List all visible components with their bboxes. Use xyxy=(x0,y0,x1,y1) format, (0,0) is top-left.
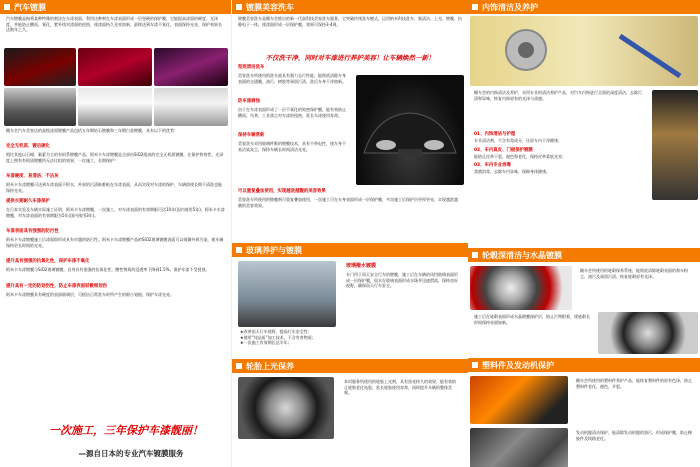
benefit-item xyxy=(0,282,231,307)
car-photo xyxy=(78,88,152,126)
intro-text: 汽车镀膜是指将某种特殊的剂涂在车漆表面，利用这种剂在车漆表面形成一层坚硬的保护膜，它能提高漆面的硬度、光泽度，并能防止酸雨、氧化、紫外线对漆面的侵蚀，使漆面持久光亮如新，最终达到车漆不氧化、表面保持光亮、保护效果长达数年之久。 xyxy=(6,16,222,33)
column-interior xyxy=(468,0,700,467)
interior-photo xyxy=(470,16,698,86)
black-car-photo xyxy=(356,75,464,185)
wash-features xyxy=(232,63,468,243)
section-header-wash xyxy=(232,0,468,14)
glass-bullet: ★使用“纯品质”加工技术，不含有害物质； xyxy=(240,334,316,340)
section-title: 轮毂深清洁与水晶镀膜 xyxy=(482,250,562,260)
lead-text: 概车会汽车美容店的高级漆面镀膜产品包括五年期钻石镀膜和三年期白金镀膜，具有以下的优势： xyxy=(6,128,178,133)
column-wash xyxy=(232,0,468,467)
section-header-plastic xyxy=(468,358,700,372)
wheel-section xyxy=(232,373,468,443)
feature-text: 美容洗车采用玻璃纤维的镀膜技术，具有不带电性，使车身不易沾染灰尘，保持车辆长时间清洁光亮。 xyxy=(238,141,346,152)
plastic-section xyxy=(468,372,700,467)
benefit-title: 提升具有一定的防划伤性，防止车漆表面轻微细划伤 xyxy=(6,284,107,289)
square-bullet-icon xyxy=(4,4,10,10)
feature-title: 彻底清洁洗车 xyxy=(238,65,265,70)
feature-text: 美容洗车所使用的洗车液具有强力去污性能，能彻底清除车身表面的交通膜、油污、树胶等顽固污渍，洗后车身干净如新。 xyxy=(238,73,346,84)
benefit-title: 提供长期耐久车漆保护 xyxy=(6,199,50,204)
interior-list xyxy=(468,130,648,177)
section-title: 玻璃养护与镀膜 xyxy=(246,245,302,255)
interior-item-title: 02、车内真皮、门板保护镀膜 xyxy=(474,147,533,153)
interior-item-title: 01、内饰清洁与护理 xyxy=(474,132,516,137)
benefit-item xyxy=(0,227,231,257)
car-silhouette-icon xyxy=(356,75,464,185)
rim-photo xyxy=(598,312,698,354)
benefit-text: 在日本实验及车辆实际施工证明，阿米卡车漆镀膜，一次施工，对车漆表面的有效期限可达10年(国内使用5年)。阿米卡车漆镀膜，对车漆表面的有效期限为5年(国内使用3年)。 xyxy=(6,207,225,218)
glass-section xyxy=(232,257,468,359)
square-bullet-icon xyxy=(236,363,242,369)
wash-slogan: 不仅洗干净，同时对车漆进行养护美容！让车辆焕然一新！ xyxy=(265,54,435,62)
glass-sub-title: 玻璃撥水镀膜 xyxy=(346,263,377,269)
benefit-text: 相比其他以石蜡、氟素为主的有机系镀膜产品，阿米卡车漆镀膜是全部由SiO2组成的完全无机质镀膜，在保护持效性、光泽度上拥有有机质镀膜所无法比拟的效果，一次施工，长期保护！ xyxy=(6,152,224,163)
benefit-text: 阿米卡车漆镀膜施工后漆面即形成具有卓越的防污性。阿米卡车漆镀膜产品的SiO2玻璃镀膜表面可以抵御外界污染，使车辆保持更长时间的光亮。 xyxy=(6,237,224,248)
benefit-title: 完全无机质、镀后硬化 xyxy=(6,144,50,149)
car-photo xyxy=(4,88,76,126)
benefit-list xyxy=(0,142,231,307)
car-photo-grid xyxy=(4,48,227,126)
glass-bullet: ★改善雨天行车视野，提高行车安全性； xyxy=(240,329,312,334)
section-header-interior xyxy=(468,0,700,14)
section-title: 塑料件及发动机保护 xyxy=(482,360,554,370)
wheel-text: 本项服务所使用的轮胎上光剂，具有黑亮持久的效果，能有效防止轮胎老化龟裂，延长轮胎使用寿命，同时提升车辆的整体美观。 xyxy=(344,379,456,396)
square-bullet-icon xyxy=(472,4,478,10)
benefit-text: 阿米卡车漆镀膜与SiO2玻璃镀膜，自身具有很强的抗氧化性，酸性物质的浸透率下降到1.5%，保护车漆不受侵蚀。 xyxy=(6,267,210,272)
feature-title: 防车漆腐蚀 xyxy=(238,99,260,104)
slogan: 一次施工，三年保护车漆靓丽！ xyxy=(49,424,203,437)
feature-list xyxy=(232,63,352,165)
interior-vent-icon xyxy=(470,16,698,86)
car-photo xyxy=(4,48,76,86)
square-bullet-icon xyxy=(236,247,242,253)
tagline: —源自日本的专业汽车镀膜服务 xyxy=(78,449,184,458)
plastic-text-2: 发动机舱清洁保护，能清除发动机舱的油污，形成保护膜，防止橡胶件及线路老化。 xyxy=(576,430,692,441)
rim-text-2: 施工后在轮毂表面形成水晶镀膜保护层，防止污物附着，使轮毂长时间保持亮丽如新。 xyxy=(474,314,590,325)
glass-bullets xyxy=(238,329,464,346)
interior-text: 概车会的内饰清洁及养护，采用专业的清洁养护产品，对汽车内饰进行全面的深度清洁，去除污渍和异味，恢复内饰原有的光泽与质感。 xyxy=(474,90,642,101)
feature-title: 保持车辆常新 xyxy=(238,133,265,138)
rim-text-1: 概车会所使用的轮毂保养系统，能彻底清除轮毂表面的刹车粉尘、油污及顽固污渍，恢复轮毂原有光泽。 xyxy=(580,268,688,279)
section-title: 汽车镀膜 xyxy=(14,2,46,12)
interior-item-text: 能防止皮革干裂、褪色和老化，保持皮革柔软光亮； xyxy=(474,153,566,159)
benefit-title: 提升具有强强的抗氧化性，保护车漆不氧化 xyxy=(6,259,90,264)
rim-photo xyxy=(470,266,572,310)
interior-item-text: 专业清洁剂，不含有毒成分，还原车内干净健康； xyxy=(474,138,562,143)
engine-photo xyxy=(470,428,568,467)
intro-text: 镀膜美容洗车是概车会推出的新一代高科技美容洗车服务，它突破传统洗车模式，运用纳米科技洗车，集清洁、上光、镀膜、抗静电于一体，使漆面形成一层保护膜，效果可保持3-4周。 xyxy=(238,16,462,27)
bumper-photo xyxy=(470,376,568,424)
feature-layer xyxy=(232,187,464,221)
car-photo xyxy=(154,88,228,126)
glass-text-block xyxy=(340,261,466,310)
car-photo xyxy=(154,48,228,86)
benefit-text: 阿米卡车漆镀膜具有硬度的表面玻璃层，可抵抗日常洗车时所产生的细小划痕，保护车漆光亮。 xyxy=(6,292,174,297)
section-header-coating xyxy=(0,0,231,14)
square-bullet-icon xyxy=(472,252,478,258)
footer-slogan-block xyxy=(0,422,232,459)
square-bullet-icon xyxy=(236,4,242,10)
glass-text: 专门用于雨天安全行车的镀膜，施工后在车辆的风挡玻璃表面形成一层保护膜，雨水在玻璃表面形成水珠并迅速滑落，保持良好视野，确保雨天行车安全。 xyxy=(346,272,458,289)
section-title: 镀膜美容洗车 xyxy=(246,2,294,12)
section-header-wheel xyxy=(232,359,468,373)
section-header-glass xyxy=(232,243,468,257)
benefit-item xyxy=(0,172,231,197)
feature-title: 可以重复叠加使用，实现越洗越靓的美容效果 xyxy=(238,189,326,194)
seat-photo xyxy=(652,90,698,200)
glass-bullet: ★一次施工有效期长达半年； xyxy=(240,340,292,346)
plastic-text-1: 概车会所使用的塑料件养护产品，能恢复塑料件的原有色泽，防止塑料件老化、褪色、开裂。 xyxy=(576,378,692,389)
feature-text: 美容洗车所使用的镀膜剂可重复叠加使用，一次施工可在车身表面形成一层保护膜，多次施工后保护层更厚更亮，实现越洗越靓的美容效果。 xyxy=(238,197,458,208)
interior-item-title: 03、车内专业消毒 xyxy=(474,163,511,169)
windshield-photo xyxy=(238,261,336,327)
section-title: 内饰清洁及养护 xyxy=(482,2,538,12)
rim-section xyxy=(468,262,700,358)
benefit-text: 阿米卡车漆镀膜可达到车漆表面不积水，外界的污渍极难粘在车漆表面，从而实现对车漆的保护，车辆即使长期不清洗也能保持光亮。 xyxy=(6,182,222,193)
square-bullet-icon xyxy=(472,362,478,368)
benefit-item xyxy=(0,197,231,227)
benefit-item xyxy=(0,142,231,172)
interior-section xyxy=(468,14,700,204)
section-header-rim xyxy=(468,248,700,262)
section-title: 轮胎上光保养 xyxy=(246,361,294,371)
benefit-item xyxy=(0,257,231,282)
interior-item-text: 杀菌消毒，去除车内异味，保障身体健康。 xyxy=(474,169,550,175)
column-car-coating xyxy=(0,0,232,467)
car-photo xyxy=(78,48,152,86)
benefit-title: 车漆表面具有强强的防污性 xyxy=(6,229,59,234)
feature-text: 由于在车漆表面形成了一层不氧化的致密保护膜，能有效防止酸雨、鸟粪、工业落尘对车漆的侵蚀，延长车漆使用寿命。 xyxy=(238,107,346,118)
benefit-title: 车漆硬度、易清洁、不沾灰 xyxy=(6,174,59,179)
tire-photo xyxy=(238,377,334,439)
